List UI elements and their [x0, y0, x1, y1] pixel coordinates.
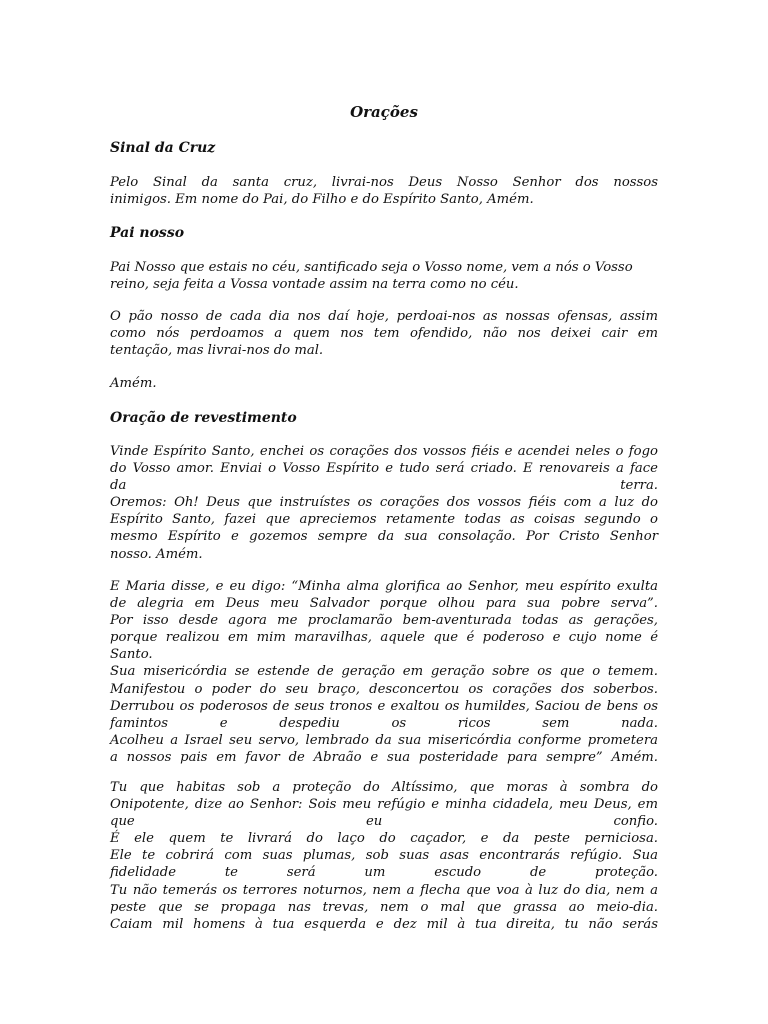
- heading-oracao-de-revestimento: Oração de revestimento: [110, 410, 297, 426]
- paragraph-revestimento-1: [110, 443, 658, 563]
- text-line: a nossos pais em favor de Abraão e sua posteridade para sempre” Amém.: [110, 749, 658, 765]
- document-title: Orações: [350, 103, 418, 121]
- text-line: Onipotente, dize ao Senhor: Sois meu refúgio e minha cidadela, meu Deus, em: [110, 797, 658, 813]
- text-line: Manifestou o poder do seu braço, desconcertou os corações dos soberbos.: [110, 681, 658, 697]
- text-line: Amém.: [110, 376, 157, 391]
- text-line: do Vosso amor. Enviai o Vosso Espírito e tudo será criado. E renovareis a face: [110, 461, 658, 477]
- text-line: fidelidade te será um escudo de proteção.: [110, 865, 658, 881]
- text-line: Por isso desde agora me proclamarão bem-aventurada todas as gerações,: [110, 613, 658, 629]
- text-line: famintos e despediu os ricos sem nada.: [110, 715, 658, 731]
- text-line: Espírito Santo, fazei que apreciemos retamente todas as coisas segundo o: [110, 512, 658, 528]
- text-line: da terra.: [110, 478, 658, 494]
- text-line: Tu que habitas sob a proteção do Altíssimo, que moras à sombra do: [110, 780, 658, 795]
- paragraph-pai-nosso-amem: [110, 375, 658, 392]
- paragraph-pai-nosso-1: [110, 259, 658, 293]
- text-line: porque realizou em mim maravilhas, aquele que é poderoso e cujo nome é: [110, 630, 658, 646]
- paragraph-revestimento-2: [110, 578, 658, 766]
- text-line: inimigos. Em nome do Pai, do Filho e do Espírito Santo, Amém.: [110, 192, 534, 208]
- text-line: reino, seja feita a Vossa vontade assim na terra como no céu.: [110, 277, 519, 293]
- text-line: Caiam mil homens à tua esquerda e dez mil à tua direita, tu não serás: [110, 916, 658, 932]
- text-line: nosso. Amém.: [110, 546, 203, 562]
- text-line: tentação, mas livrai-nos do mal.: [110, 343, 324, 359]
- text-line: mesmo Espírito e gozemos sempre da sua consolação. Por Cristo Senhor: [110, 529, 658, 545]
- text-line: Pai Nosso que estais no céu, santificado seja o Vosso nome, vem a nós o Vosso: [110, 260, 633, 275]
- text-line: de alegria em Deus meu Salvador porque olhou para sua pobre serva”.: [110, 596, 658, 612]
- heading-sinal-da-cruz: Sinal da Cruz: [110, 140, 216, 156]
- paragraph-revestimento-3: [110, 779, 658, 933]
- text-line: O pão nosso de cada dia nos daí hoje, perdoai-nos as nossas ofensas, assim: [110, 309, 658, 324]
- text-line: Ele te cobrirá com suas plumas, sob suas asas encontrarás refúgio. Sua: [110, 848, 658, 864]
- text-line: Sua misericórdia se estende de geração em geração sobre os que o temem.: [110, 664, 658, 680]
- paragraph-pai-nosso-2: [110, 308, 658, 359]
- text-line: que eu confio.: [110, 814, 658, 830]
- paragraph-sinal-da-cruz: [110, 174, 658, 208]
- text-line: Pelo Sinal da santa cruz, livrai-nos Deus Nosso Senhor dos nossos: [110, 175, 658, 190]
- text-line: como nós perdoamos a quem nos tem ofendido, não nos deixei cair em: [110, 326, 658, 342]
- text-line: Vinde Espírito Santo, enchei os corações dos vossos fiéis e acendei neles o fogo: [110, 444, 658, 459]
- text-line: Derrubou os poderosos de seus tronos e exaltou os humildes, Saciou de bens os: [110, 698, 658, 714]
- text-line: É ele quem te livrará do laço do caçador, e da peste perniciosa.: [110, 831, 658, 847]
- text-line: Oremos: Oh! Deus que instruístes os corações dos vossos fiéis com a luz do: [110, 495, 658, 511]
- text-line: peste que se propaga nas trevas, nem o mal que grassa ao meio-dia.: [110, 899, 658, 915]
- text-line: Tu não temerás os terrores noturnos, nem a flecha que voa à luz do dia, nem a: [110, 882, 658, 898]
- text-line: Santo.: [110, 647, 153, 663]
- heading-pai-nosso: Pai nosso: [110, 225, 185, 241]
- text-line: E Maria disse, e eu digo: “Minha alma glorifica ao Senhor, meu espírito exulta: [110, 579, 658, 594]
- text-line: Acolheu a Israel seu servo, lembrado da sua misericórdia conforme prometera: [110, 732, 658, 748]
